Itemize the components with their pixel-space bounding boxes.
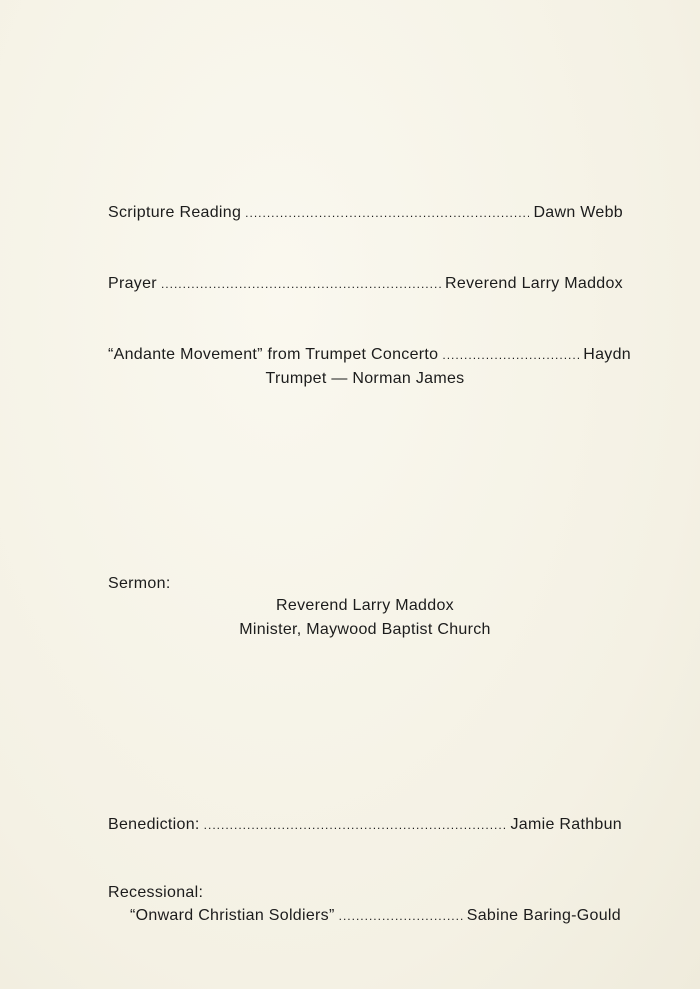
- music-line: [108, 346, 631, 364]
- leader-dots: [245, 206, 529, 220]
- prayer-label: Prayer: [108, 275, 157, 292]
- music-title: “Andante Movement” from Trumpet Concerto: [108, 346, 439, 363]
- scripture-reading-label: Scripture Reading: [108, 204, 242, 221]
- scripture-reading-line: [108, 204, 623, 222]
- leader-dots: [339, 909, 463, 923]
- benediction-label: Benediction:: [108, 816, 200, 833]
- leader-dots: [442, 348, 579, 362]
- leader-dots: [161, 277, 441, 291]
- recessional-line: [130, 907, 621, 925]
- leader-dots: [204, 818, 507, 832]
- recessional-composer: Sabine Baring-Gould: [466, 907, 621, 924]
- prayer-leader: Reverend Larry Maddox: [445, 275, 623, 292]
- benediction-line: [108, 816, 622, 834]
- prayer-line: [108, 275, 623, 293]
- sermon-speaker-title: Minister, Maywood Baptist Church: [239, 621, 491, 638]
- sermon-speaker: Reverend Larry Maddox: [276, 597, 454, 614]
- scripture-reading-reader: Dawn Webb: [533, 204, 623, 221]
- recessional-hymn: “Onward Christian Soldiers”: [130, 907, 335, 924]
- benediction-leader: Jamie Rathbun: [510, 816, 622, 833]
- music-performer: Trumpet — Norman James: [265, 370, 465, 387]
- music-composer: Haydn: [583, 346, 631, 363]
- sermon-label: Sermon:: [108, 575, 171, 592]
- recessional-label: Recessional:: [108, 884, 204, 901]
